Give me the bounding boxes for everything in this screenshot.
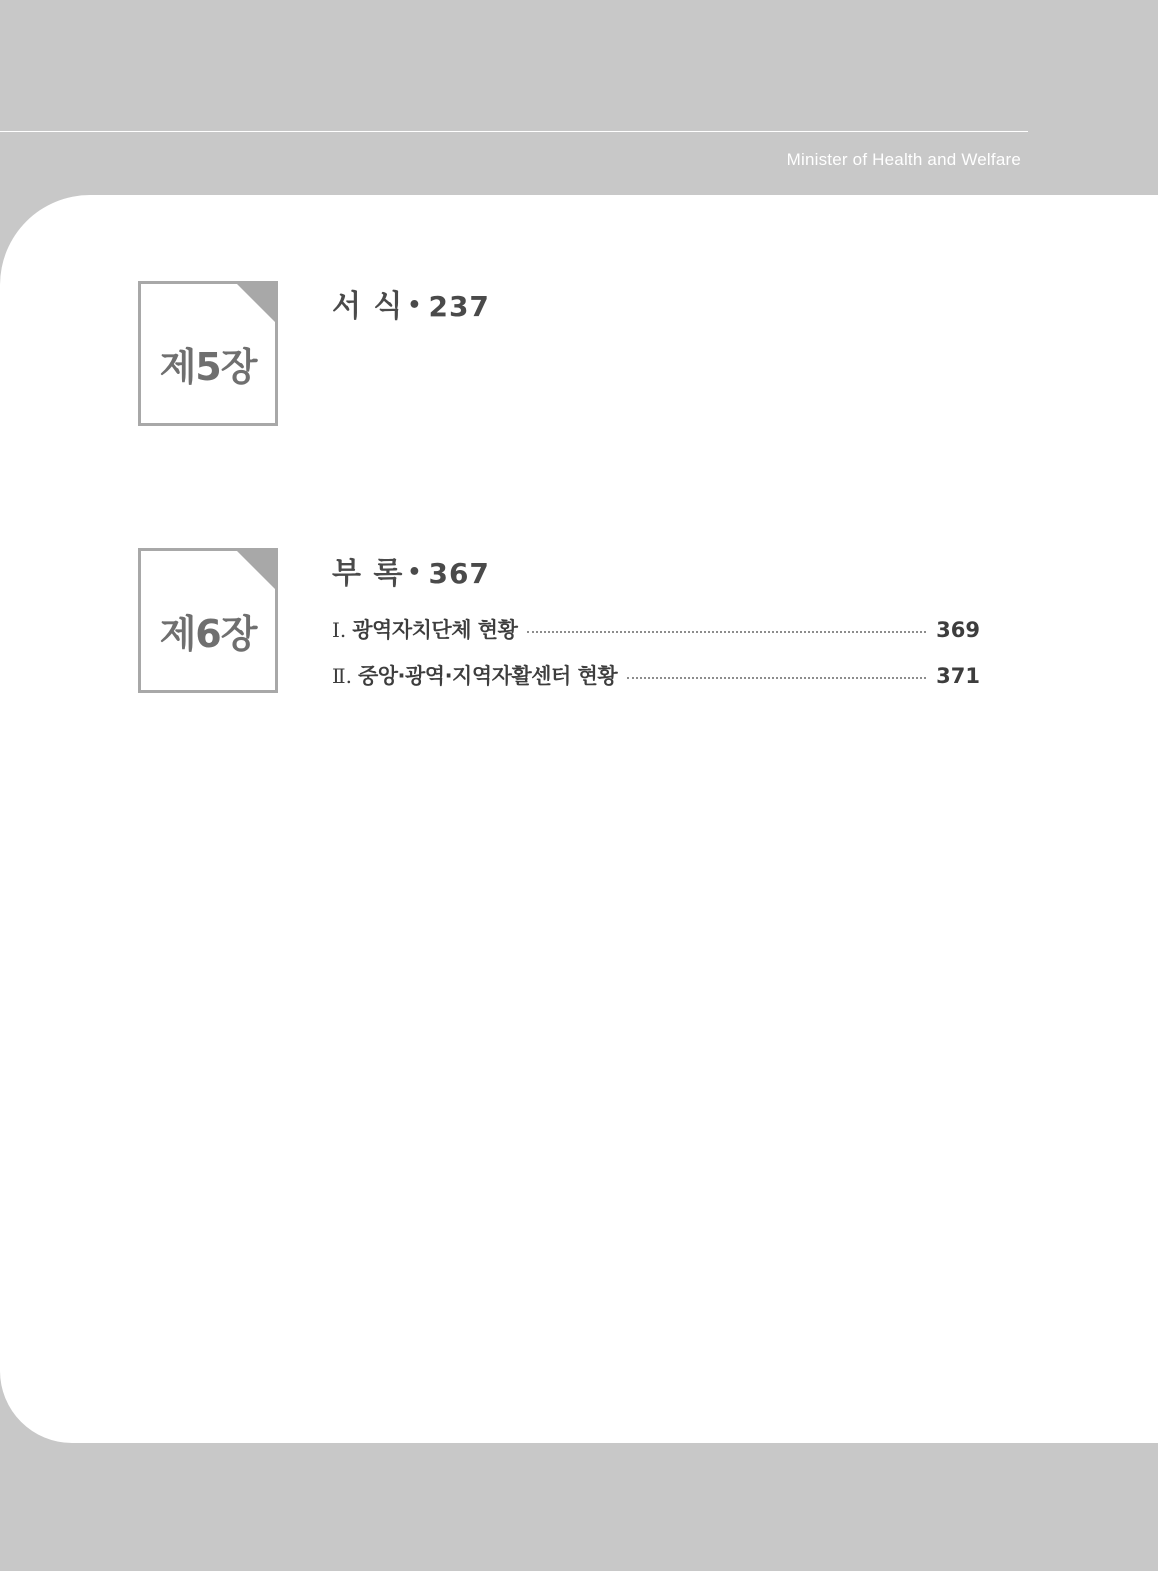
chapter-badge-label: 제6장 xyxy=(159,612,257,656)
footer-corner-wedge xyxy=(0,1371,110,1443)
chapter-badge-5 xyxy=(138,281,278,426)
chapter-badge-label: 제5장 xyxy=(159,345,257,389)
corner-triangle-icon xyxy=(237,551,275,589)
toc-entry-page: 371 xyxy=(936,664,980,688)
chapter-title-5 xyxy=(332,281,1152,325)
toc-entry[interactable] xyxy=(332,660,980,690)
chapter-title-text: 서 식 xyxy=(332,289,404,324)
toc-entry-number: Ⅰ. xyxy=(332,618,347,642)
toc-entry-label: 중앙·광역·지역자활센터 현황 xyxy=(357,664,618,688)
chapter-badge-6 xyxy=(138,548,278,693)
toc-entry-page: 369 xyxy=(936,618,980,642)
chapter-page-number: 367 xyxy=(428,557,490,590)
toc-list xyxy=(332,614,1152,690)
toc-leader-dots xyxy=(527,631,926,633)
chapter-title-6 xyxy=(332,548,1152,592)
page-header-band xyxy=(0,0,1158,195)
chapter-page-number: 237 xyxy=(428,290,490,323)
chapter-body-6 xyxy=(332,548,1152,706)
toc-entry-label: 광역자치단체 현황 xyxy=(352,618,518,642)
chapter-body-5 xyxy=(332,281,1152,325)
title-separator-dot: • xyxy=(407,293,423,318)
chapter-title-text: 부 록 xyxy=(332,556,404,591)
toc-entry-number: Ⅱ. xyxy=(332,664,352,688)
page-footer-band xyxy=(0,1443,1158,1571)
toc-leader-dots xyxy=(627,677,926,679)
header-rule xyxy=(0,131,1028,132)
corner-triangle-icon xyxy=(237,284,275,322)
toc-entry[interactable] xyxy=(332,614,980,644)
title-separator-dot: • xyxy=(407,560,423,585)
publisher-label: Minister of Health and Welfare xyxy=(786,150,1021,169)
header-corner-wedge xyxy=(0,195,110,285)
